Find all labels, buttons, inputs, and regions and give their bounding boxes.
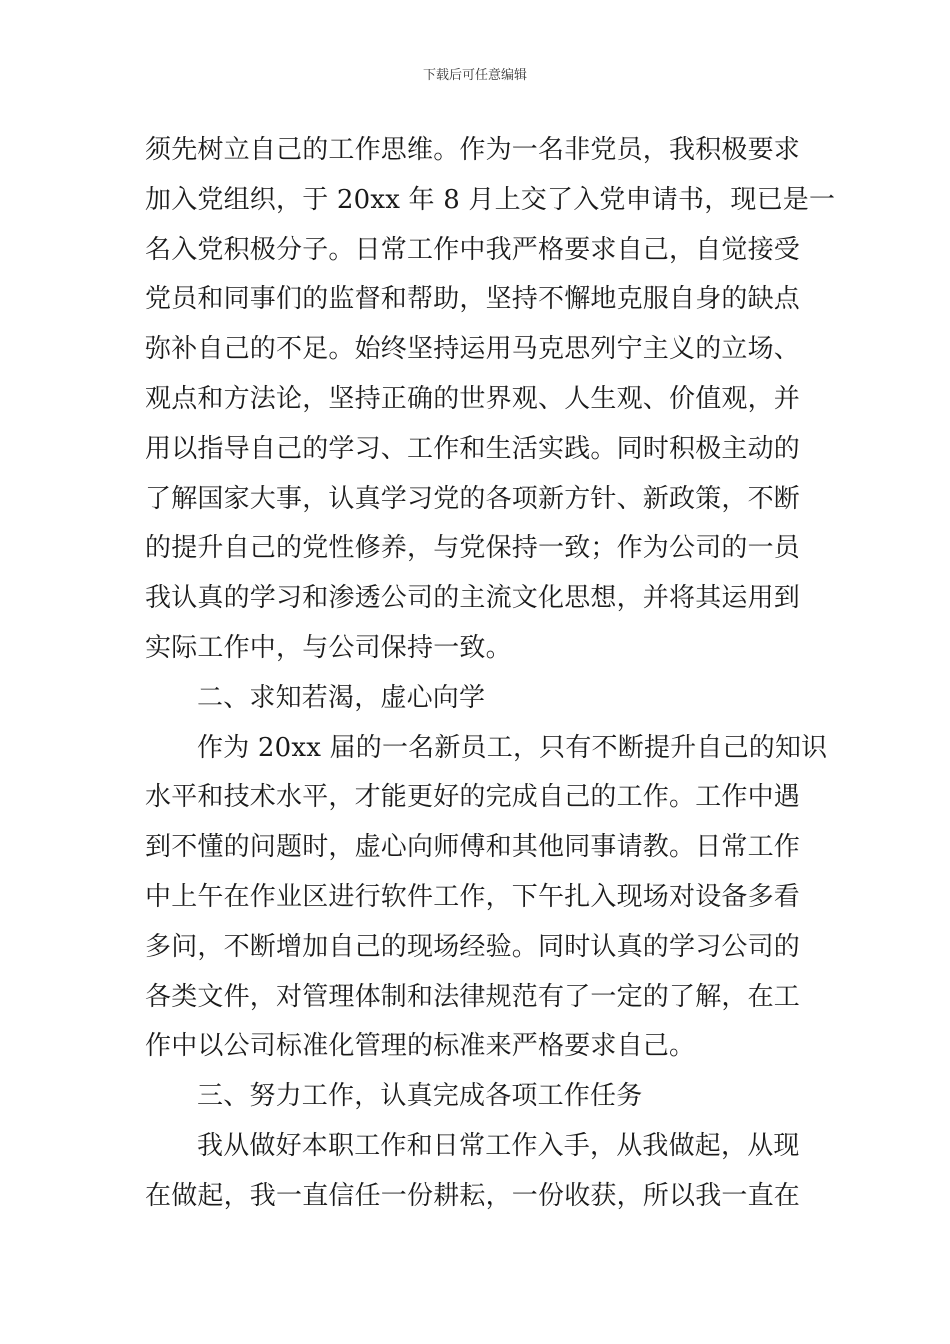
paragraph-line: 多问，不断增加自己的现场经验。同时认真的学习公司的 — [145, 931, 801, 962]
paragraph-line: 作为 20xx 届的一名新员工，只有不断提升自己的知识 — [197, 732, 828, 763]
paragraph-line: 加入党组织，于 20xx 年 8 月上交了入党申请书，现已是一 — [145, 184, 836, 215]
paragraph-line: 作中以公司标准化管理的标准来严格要求自己。 — [145, 1031, 696, 1062]
paragraph-line: 须先树立自己的工作思维。作为一名非党员，我积极要求 — [145, 135, 801, 165]
paragraph-line: 观点和方法论，坚持正确的世界观、人生观、价值观，并 — [145, 383, 801, 414]
paragraph-line: 中上午在作业区进行软件工作，下午扎入现场对设备多看 — [145, 881, 801, 912]
paragraph-line: 实际工作中，与公司保持一致。 — [145, 632, 512, 663]
paragraph-line: 弥补自己的不足。始终坚持运用马克思列宁主义的立场、 — [145, 334, 801, 365]
paragraph-line: 水平和技术水平，才能更好的完成自己的工作。工作中遇 — [145, 782, 801, 813]
paragraph-line: 各类文件，对管理体制和法律规范有了一定的了解，在工 — [145, 981, 801, 1012]
paragraph-line: 了解国家大事，认真学习党的各项新方针、新政策，不断 — [145, 483, 801, 514]
paragraph-line: 我认真的学习和渗透公司的主流文化思想，并将其运用到 — [145, 583, 801, 614]
document-body — [145, 126, 836, 1222]
paragraph-line: 在做起，我一直信任一份耕耘，一份收获，所以我一直在 — [145, 1180, 801, 1211]
paragraph-line: 到不懂的问题时，虚心向师傅和其他同事请教。日常工作 — [145, 832, 801, 863]
section-heading: 三、努力工作，认真完成各项工作任务 — [197, 1081, 643, 1112]
paragraph-line: 用以指导自己的学习、工作和生活实践。同时积极主动的 — [145, 433, 801, 464]
paragraph-line: 我从做好本职工作和日常工作入手，从我做起，从现 — [197, 1130, 800, 1161]
paragraph-line: 党员和同事们的监督和帮助，坚持不懈地克服自身的缺点 — [145, 284, 801, 315]
paragraph-line: 名入党积极分子。日常工作中我严格要求自己，自觉接受 — [145, 234, 801, 265]
paragraph-line: 的提升自己的党性修养，与党保持一致；作为公司的一员 — [145, 533, 801, 564]
page-header-note: 下载后可任意编辑 — [422, 68, 527, 83]
section-heading: 二、求知若渴，虚心向学 — [197, 682, 486, 713]
